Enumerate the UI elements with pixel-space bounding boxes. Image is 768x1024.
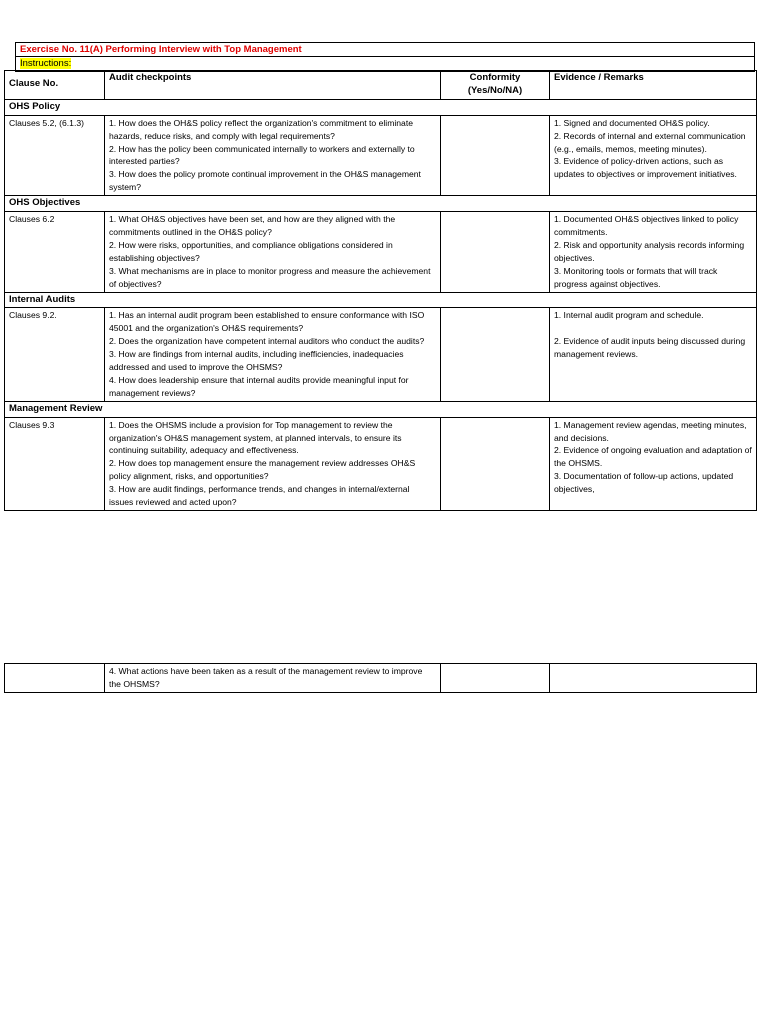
section-row bbox=[5, 292, 757, 308]
exercise-title: Exercise No. 11(A) Performing Interview with Top Management bbox=[16, 43, 754, 57]
checkpoints-cell: 1. Has an internal audit program been established to ensure conformance with ISO 45001 and the organization's OH&S requirements? 2. Does the organization have competent internal auditors who conduct the audits? 3. How are findings from internal audits, including inefficiencies, inadequacies addressed and used to improve the OHSMS? 4. How does leadership ensure that internal audits provide meaningful input for management reviews? bbox=[105, 308, 441, 401]
section-title: OHS Policy bbox=[5, 99, 757, 115]
column-header-evidence: Evidence / Remarks bbox=[550, 71, 757, 100]
table-row bbox=[5, 115, 757, 195]
checkpoints-cell: 1. Does the OHSMS include a provision for Top management to review the organization's OH&S management system, at planned intervals, to ensure its continuing suitability, adequacy and effectiveness. 2. How does top management ensure the management review addresses OH&S policy alignment, risks, and opportunities? 3. How are audit findings, performance trends, and changes in internal/external issues reviewed and acted upon? bbox=[105, 417, 441, 510]
conformity-cell[interactable] bbox=[441, 417, 550, 510]
checkpoints-cell: 1. What OH&S objectives have been set, and how are they aligned with the commitments outlined in the OH&S policy? 2. How were risks, opportunities, and compliance obligations considered in establishing objectives? 3. What mechanisms are in place to monitor progress and measure the achievement of objectives? bbox=[105, 212, 441, 292]
table-row bbox=[5, 664, 757, 693]
conformity-cell[interactable] bbox=[441, 664, 550, 693]
audit-checklist-table bbox=[4, 70, 757, 511]
evidence-cell: 1. Documented OH&S objectives linked to policy commitments. 2. Risk and opportunity analysis records informing objectives. 3. Monitoring tools or formats that will track progress against objectives. bbox=[550, 212, 757, 292]
evidence-cell: 1. Signed and documented OH&S policy. 2. Records of internal and external communication (e.g., emails, memos, meeting minutes). 3. Evidence of policy-driven actions, such as updates to objectives or improvement initiatives. bbox=[550, 115, 757, 195]
table-row bbox=[5, 212, 757, 292]
evidence-cell bbox=[550, 664, 757, 693]
conformity-cell[interactable] bbox=[441, 212, 550, 292]
clause-cell: Clauses 9.2. bbox=[5, 308, 105, 401]
column-header-checkpoints: Audit checkpoints bbox=[105, 71, 441, 100]
continuation-table bbox=[4, 663, 757, 693]
section-title: OHS Objectives bbox=[5, 196, 757, 212]
evidence-cell: 1. Internal audit program and schedule. 2. Evidence of audit inputs being discussed during management reviews. bbox=[550, 308, 757, 401]
checkpoints-cell: 1. How does the OH&S policy reflect the organization's commitment to eliminate hazards, reduce risks, and comply with legal requirements? 2. How has the policy been communicated internally to workers and externally to interested parties? 3. How does the policy promote continual improvement in the OH&S management system? bbox=[105, 115, 441, 195]
clause-cell: Clauses 9.3 bbox=[5, 417, 105, 510]
column-header-clause: Clause No. bbox=[5, 71, 105, 100]
section-row bbox=[5, 196, 757, 212]
clause-cell: Clauses 6.2 bbox=[5, 212, 105, 292]
instructions-label: Instructions: bbox=[20, 58, 72, 69]
section-row bbox=[5, 99, 757, 115]
clause-cell bbox=[5, 664, 105, 693]
section-title: Management Review bbox=[5, 401, 757, 417]
column-header-conformity: Conformity (Yes/No/NA) bbox=[441, 71, 550, 100]
section-title: Internal Audits bbox=[5, 292, 757, 308]
evidence-cell: 1. Management review agendas, meeting minutes, and decisions. 2. Evidence of ongoing evaluation and adaptation of the OHSMS. 3. Documentation of follow-up actions, updated objectives, bbox=[550, 417, 757, 510]
checkpoints-cell: 4. What actions have been taken as a result of the management review to improve the OHSMS? bbox=[105, 664, 441, 693]
conformity-cell[interactable] bbox=[441, 308, 550, 401]
exercise-header bbox=[15, 42, 755, 72]
table-row bbox=[5, 417, 757, 510]
table-header-row bbox=[5, 71, 757, 100]
section-row bbox=[5, 401, 757, 417]
clause-cell: Clauses 5.2, (6.1.3) bbox=[5, 115, 105, 195]
table-row bbox=[5, 308, 757, 401]
conformity-cell[interactable] bbox=[441, 115, 550, 195]
